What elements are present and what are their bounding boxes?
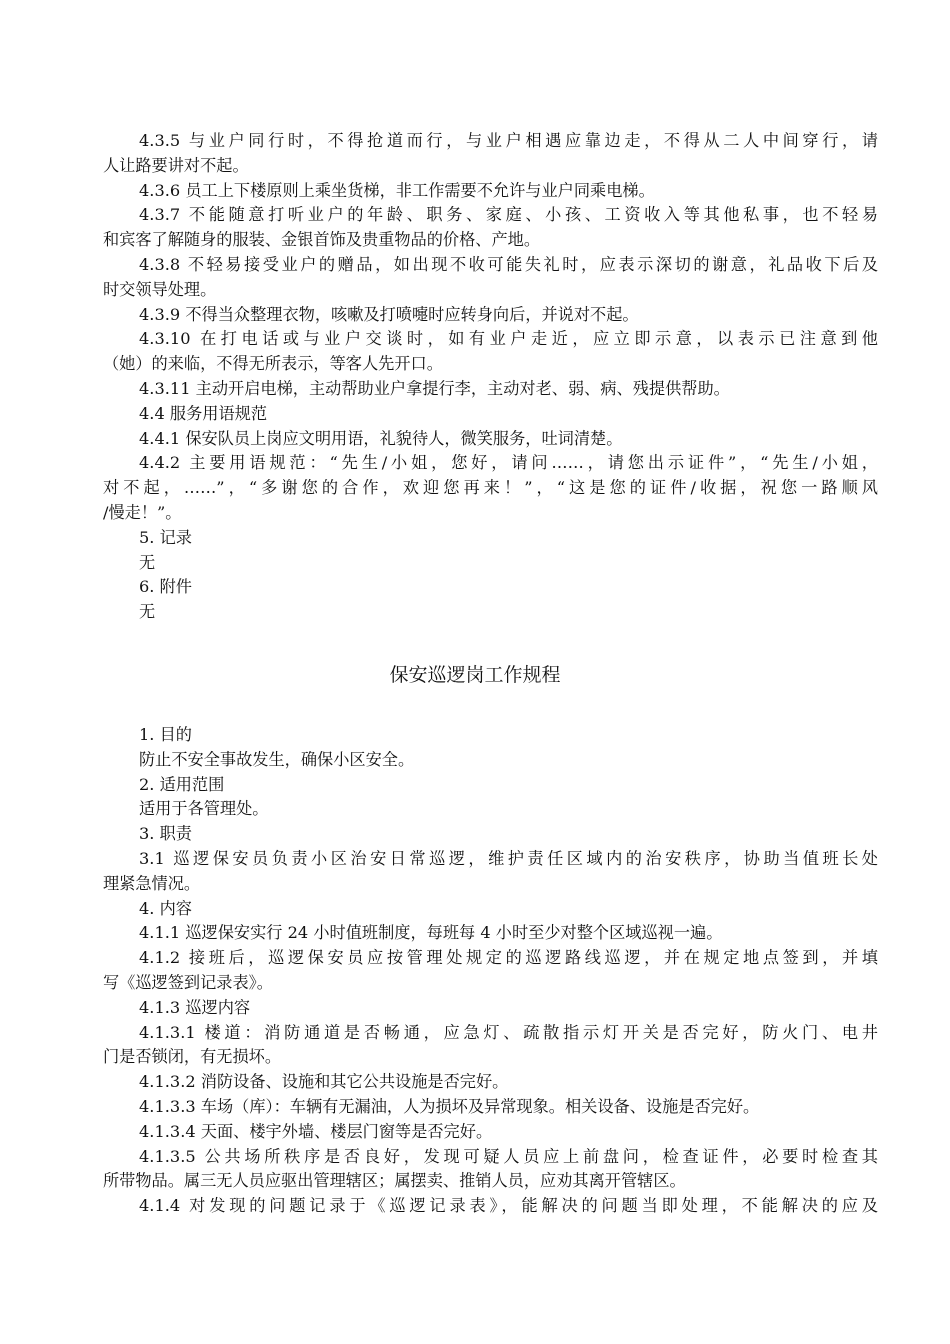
text-line: 4.3.5 与业户同行时，不得抢道而行，与业户相遇应靠边走，不得从二人中间穿行，请: [139, 131, 878, 150]
text-line: 适用于各管理处。: [139, 799, 269, 819]
text-line: 4.1.3 巡逻内容: [139, 997, 251, 1017]
text-line: 理紧急情况。: [103, 873, 201, 893]
text-line: 4.1.2 接班后，巡逻保安员应按管理处规定的巡逻路线巡逻，并在规定地点签到，并填: [139, 948, 878, 968]
text-line: （她）的来临，不得无所表示，等客人先开口。: [103, 354, 443, 374]
text-line: /慢走！”。: [103, 502, 182, 522]
text-line: 4.3.10 在打电话或与业户交谈时，如有业户走近，应立即示意，以表示已注意到他: [139, 329, 878, 349]
text-line: 4.4.1 保安队员上岗应文明用语，礼貌待人，微笑服务，吐词清楚。: [139, 428, 623, 448]
text-line: 无: [139, 602, 156, 622]
text-line: 4.1.4 对发现的问题记录于《巡逻记录表》，能解决的问题当即处理，不能解决的应及: [139, 1196, 878, 1216]
text-line: 4.1.1 巡逻保安实行 24 小时值班制度，每班每 4 小时至少对整个区域巡视一遍。: [139, 923, 723, 943]
text-line: 2. 适用范围: [139, 774, 225, 794]
text-line: 所带物品。属三无人员应驱出管理辖区；属摆卖、推销人员，应劝其离开管辖区。: [103, 1171, 686, 1191]
text-line: 4.3.7 不能随意打听业户的年龄、职务、家庭、小孩、工资收入等其他私事，也不轻易: [139, 205, 878, 225]
text-line: 4.3.9 不得当众整理衣物，咳嗽及打喷嚏时应转身向后，并说对不起。: [139, 304, 639, 324]
text-line: 4.4 服务用语规范: [139, 403, 268, 423]
section-1-text: [103, 129, 878, 625]
text-line: 4. 内容: [139, 898, 192, 918]
text-line: 4.1.3.2 消防设备、设施和其它公共设施是否完好。: [139, 1072, 509, 1092]
text-line: 对不起，……”，“多谢您的合作，欢迎您再来！”，“这是您的证件/收据，祝您一路顺风: [103, 478, 878, 498]
text-line: 4.3.8 不轻易接受业户的赠品，如出现不收可能失礼时，应表示深切的谢意，礼品收下后及: [139, 254, 878, 274]
text-line: 人让路要讲对不起。: [103, 155, 249, 175]
section-2-text: [103, 723, 878, 1219]
text-line: 3. 职责: [139, 824, 192, 844]
text-line: 3.1 巡逻保安员负责小区治安日常巡逻，维护责任区域内的治安秩序，协助当值班长处: [139, 848, 878, 868]
text-line: 4.1.3.3 车场（库）：车辆有无漏油，人为损坏及异常现象。相关设备、设施是否完好。: [139, 1096, 760, 1116]
text-line: 写《巡逻签到记录表》。: [103, 972, 273, 992]
text-line: 和宾客了解随身的服装、金银首饰及贵重物品的价格、产地。: [103, 230, 541, 250]
text-line: 4.3.11 主动开启电梯，主动帮助业户拿提行李，主动对老、弱、病、残提供帮助。: [139, 378, 730, 398]
text-line: 4.1.3.1 楼道：消防通道是否畅通，应急灯、疏散指示灯开关是否完好，防火门、电井: [139, 1022, 878, 1042]
text-line: 1. 目的: [139, 725, 192, 744]
text-line: 6. 附件: [139, 577, 192, 597]
text-line: 4.1.3.5 公共场所秩序是否良好，发现可疑人员应上前盘问，检查证件，必要时检查其: [139, 1146, 878, 1166]
text-line: 时交领导处理。: [103, 279, 217, 299]
text-line: 4.4.2 主要用语规范：“先生/小姐，您好，请问……，请您出示证件”，“先生/小姐，: [139, 453, 878, 473]
text-line: 5. 记录: [139, 527, 192, 547]
section-2-title: 保安巡逻岗工作规程: [389, 664, 561, 686]
text-line: 防止不安全事故发生，确保小区安全。: [139, 749, 415, 769]
text-line: 4.3.6 员工上下楼原则上乘坐货梯，非工作需要不允许与业户同乘电梯。: [139, 180, 655, 200]
text-line: 无: [139, 552, 156, 572]
text-line: 4.1.3.4 天面、楼宇外墙、楼层门窗等是否完好。: [139, 1121, 493, 1141]
text-line: 门是否锁闭，有无损坏。: [103, 1047, 282, 1067]
